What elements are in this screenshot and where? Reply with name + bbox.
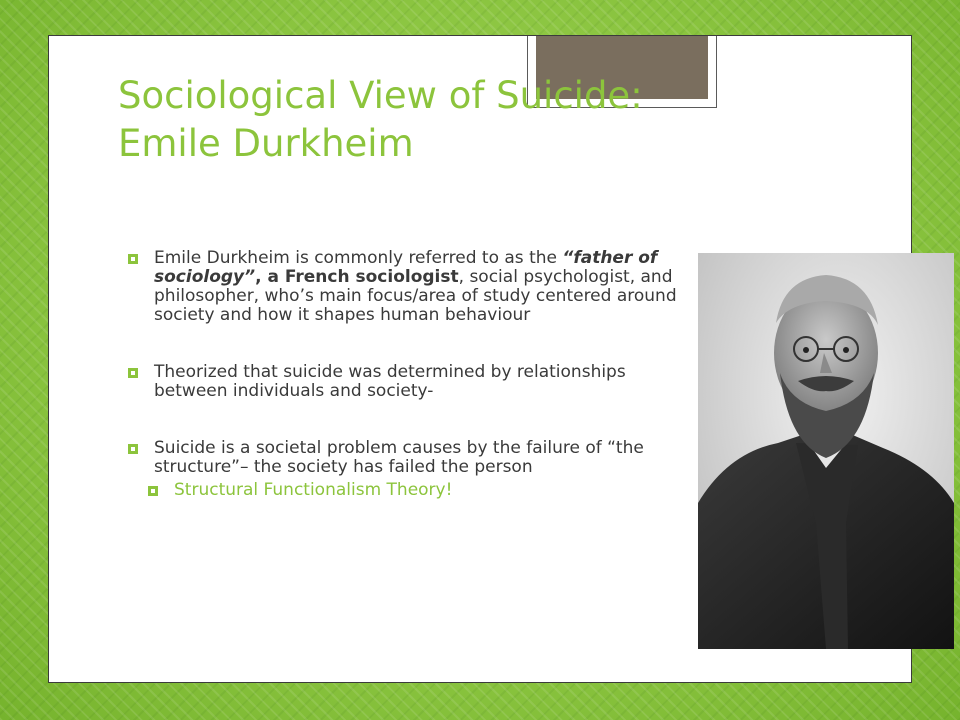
bullet-item-theorized [128, 363, 688, 401]
bullet-item-societal-problem [128, 439, 688, 477]
bullet-list [128, 249, 688, 500]
slide-title-line1: Sociological View of Suicide: [118, 74, 643, 117]
diamond-bullet-icon [128, 368, 138, 378]
bullet3-text: Suicide is a societal problem causes by the failure of “the structure”– the society has failed the person [154, 438, 644, 477]
bullet2-text: Theorized that suicide was determined by relationships between individuals and society- [154, 362, 626, 401]
bullet1-rest: , social psychologist, and philosopher, who’s main focus/area of study centered around society and how it shapes human behaviour [154, 267, 677, 325]
diamond-bullet-icon [128, 254, 138, 264]
slide-title-line2: Emile Durkheim [118, 122, 414, 165]
diamond-bullet-icon [148, 486, 158, 496]
sub-bullet-text: Structural Functionalism Theory! [174, 480, 453, 500]
slide-title [118, 72, 778, 168]
bullet1-emphasis-french: , a French sociologist [255, 267, 459, 287]
bullet-item-durkheim-intro [128, 249, 688, 325]
sub-bullet-structural-functionalism [148, 481, 688, 500]
bullet1-text: Emile Durkheim is commonly referred to as the [154, 248, 563, 268]
portrait-photo-icon [698, 253, 954, 649]
diamond-bullet-icon [128, 444, 138, 454]
bullet1-emphasis-father: “father of sociology” [154, 248, 658, 287]
